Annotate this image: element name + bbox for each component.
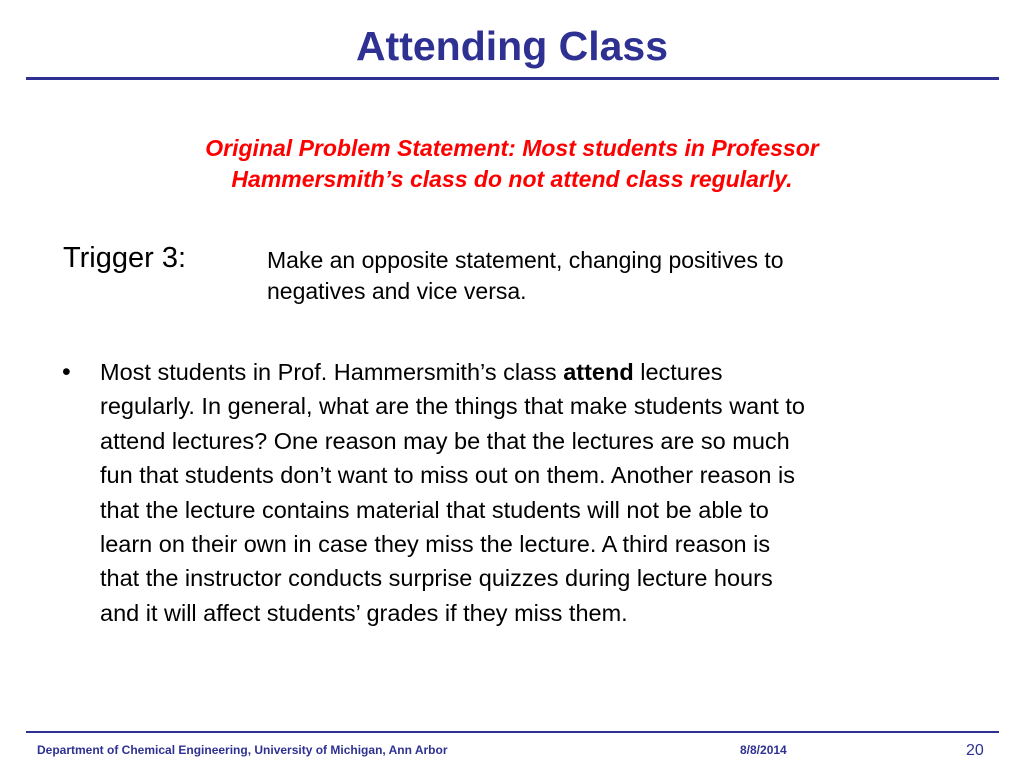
bullet-line-6: learn on their own in case they miss the lecture. A third reason is: [100, 531, 771, 558]
slide-title: Attending Class: [355, 23, 669, 69]
trigger-label: Trigger 3:: [63, 242, 187, 274]
trigger-description-line-2: negatives and vice versa.: [267, 278, 527, 304]
footer-department: Department of Chemical Engineering, University of Michigan, Ann Arbor: [37, 743, 448, 757]
problem-statement-line-2: Hammersmith’s class do not attend class regularly.: [231, 166, 793, 192]
bullet-line-1: [100, 355, 1000, 389]
page-number: 20: [966, 742, 984, 759]
bullet-line-8: and it will affect students’ grades if they miss them.: [100, 599, 628, 626]
bullet-line-1-start: Most students in Prof. Hammersmith’s class: [100, 359, 564, 385]
trigger-description-line-1: Make an opposite statement, changing positives to: [267, 247, 784, 273]
bullet-emphasis-attend: attend: [563, 359, 634, 385]
bullet-icon: •: [62, 358, 71, 386]
bullet-line-4: fun that students don’t want to miss out on them. Another reason is: [100, 462, 795, 489]
bullet-paragraph: [100, 355, 1000, 630]
trigger-description: [267, 245, 947, 307]
footer-divider: [26, 731, 999, 733]
bullet-line-5: that the lecture contains material that students will not be able to: [100, 496, 769, 523]
bullet-line-2: regularly. In general, what are the things that make students want to: [100, 393, 805, 420]
bullet-line-1-end: lectures: [633, 359, 723, 385]
problem-statement-line-1: Original Problem Statement: Most students in Professor: [205, 135, 819, 161]
problem-statement: [112, 133, 912, 195]
bullet-line-7: that the instructor conducts surprise quizzes during lecture hours: [100, 565, 773, 592]
footer-date: 8/8/2014: [740, 743, 787, 757]
bullet-line-3: attend lectures? One reason may be that the lectures are so much: [100, 427, 790, 454]
title-divider: [26, 77, 999, 80]
